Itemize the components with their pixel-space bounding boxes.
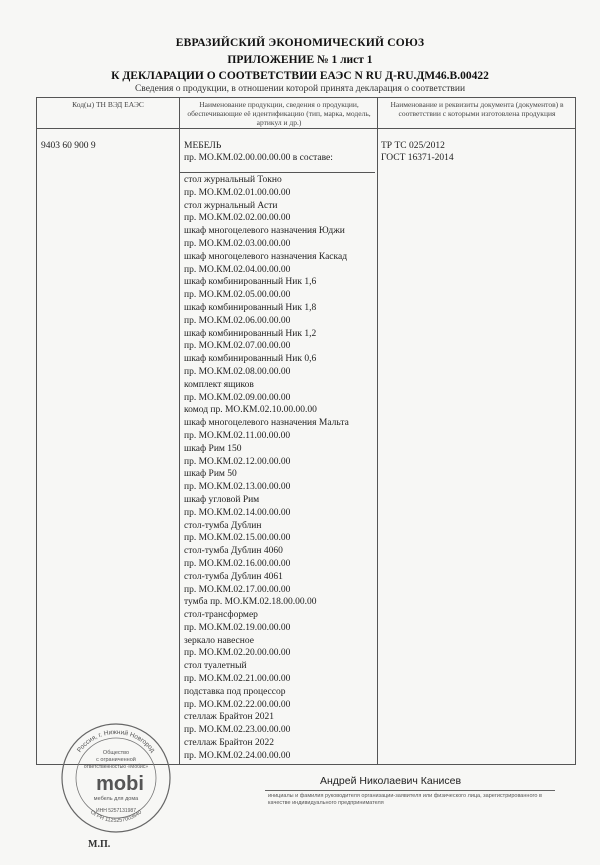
product-item: пр. МО.КМ.02.20.00.00.00	[184, 648, 291, 659]
stamp-inner-text: Общество	[102, 750, 130, 756]
product-item: стол журнальный Асти	[184, 200, 278, 211]
product-article: пр. МО.КМ.02.00.00.00.00 в составе:	[184, 153, 333, 163]
appendix-title: ПРИЛОЖЕНИЕ № 1 лист 1	[227, 54, 373, 66]
product-item: шкаф комбинированный Ник 0,6	[184, 354, 317, 365]
stamp-inner-text: ответственностью «Мобис»	[83, 764, 149, 770]
product-item: шкаф многоцелевого назначения Юджи	[184, 226, 345, 237]
declaration-title: К ДЕКЛАРАЦИИ О СООТВЕТСТВИИ ЕАЭС N RU Д-RU.ДМ46.B.00422	[111, 70, 489, 82]
company-stamp	[58, 720, 174, 836]
product-item: шкаф многоцелевого назначения Каскад	[184, 251, 348, 262]
product-item: пр. МО.КМ.02.04.00.00.00	[184, 264, 291, 275]
product-item: пр. МО.КМ.02.24.00.00.00	[184, 750, 291, 761]
row-divider	[179, 172, 375, 173]
product-item: пр. МО.КМ.02.03.00.00.00	[184, 238, 291, 249]
product-item: пр. МО.КМ.02.19.00.00.00	[184, 622, 291, 633]
product-item: пр. МО.КМ.02.17.00.00.00	[184, 584, 291, 595]
product-item: тумба пр. МО.КМ.02.18.00.00.00	[184, 597, 317, 608]
stamp-place-label: М.П.	[88, 839, 111, 850]
product-item: пр. МО.КМ.02.11.00.00.00	[184, 430, 291, 441]
column-header-code: Код(ы) ТН ВЭД ЕАЭС	[72, 100, 144, 109]
union-title: ЕВРАЗИЙСКИЙ ЭКОНОМИЧЕСКИЙ СОЮЗ	[175, 37, 425, 49]
product-item: пр. МО.КМ.02.09.00.00.00	[184, 392, 291, 403]
product-item: пр. МО.КМ.02.13.00.00.00	[184, 482, 291, 493]
product-item: шкаф угловой Рим	[184, 494, 260, 505]
standard-document: ГОСТ 16371-2014	[381, 153, 454, 163]
header-divider	[37, 128, 575, 129]
product-item: стол журнальный Токно	[184, 175, 282, 185]
product-table	[36, 97, 576, 765]
column-header-product: Наименование продукции, сведения о продукции, обеспечивающие её идентификацию (тип, марка, модель, артикул и др.)	[187, 100, 371, 127]
stamp-tagline: мебель для дома	[93, 796, 139, 802]
stamp-ogrn: ОГРН 1125257003840	[89, 809, 143, 825]
declaration-subtitle: Сведения о продукции, в отношении которой принята декларация о соответствии	[134, 84, 466, 94]
product-item: пр. МО.КМ.02.15.00.00.00	[184, 533, 291, 544]
stamp-inn: ИНН 5257131987	[95, 808, 137, 814]
signature-line	[265, 790, 555, 791]
product-item: пр. МО.КМ.02.08.00.00.00	[184, 366, 291, 377]
product-item: шкаф комбинированный Ник 1,8	[184, 302, 317, 313]
column-divider	[179, 98, 180, 764]
product-item: комод пр. МО.КМ.02.10.00.00.00	[184, 405, 317, 416]
product-item: пр. МО.КМ.02.06.00.00.00	[184, 315, 291, 326]
product-item: шкаф Рим 50	[184, 469, 237, 480]
product-item: пр. МО.КМ.02.23.00.00.00	[184, 725, 291, 736]
product-item: стеллаж Брайтон 2022	[184, 738, 274, 749]
stamp-brand: mobi	[96, 773, 144, 795]
product-item: пр. МО.КМ.02.14.00.00.00	[184, 507, 291, 518]
column-header-documents: Наименование и реквизиты документа (документов) в соответствии с которыми изготовлена продукция	[390, 100, 564, 118]
stamp-ring-text: Россия, г. Нижний Новгород	[76, 728, 156, 754]
product-item: стеллаж Брайтон 2021	[184, 712, 274, 723]
product-item: пр. МО.КМ.02.07.00.00.00	[184, 341, 291, 352]
signer-name: Андрей Николаевич Канисев	[320, 775, 462, 787]
product-item: пр. МО.КМ.02.01.00.00.00	[184, 187, 291, 198]
product-item: стол-трансформер	[184, 610, 258, 621]
product-item: пр. МО.КМ.02.05.00.00.00	[184, 290, 291, 301]
product-item: подставка под процессор	[184, 686, 286, 697]
product-item: стол-тумба Дублин 4061	[184, 571, 283, 582]
product-item: пр. МО.КМ.02.02.00.00.00	[184, 213, 291, 224]
product-item: пр. МО.КМ.02.12.00.00.00	[184, 456, 291, 467]
product-item: пр. МО.КМ.02.16.00.00.00	[184, 558, 291, 569]
product-items-list	[184, 174, 374, 763]
column-divider	[377, 98, 378, 764]
product-item: стол туалетный	[184, 661, 247, 672]
product-item: шкаф многоцелевого назначения Мальта	[184, 418, 349, 429]
hs-code: 9403 60 900 9	[41, 141, 96, 151]
product-item: пр. МО.КМ.02.21.00.00.00	[184, 674, 291, 685]
product-item: шкаф Рим 150	[184, 443, 242, 454]
signature-caption: инициалы и фамилия руководителя организации-заявителя или физического лица, зарегистрированного в качестве индивидуального предпринимателя	[268, 793, 542, 806]
product-item: шкаф комбинированный Ник 1,2	[184, 328, 317, 339]
standard-document: ТР ТС 025/2012	[381, 141, 445, 151]
product-item: комплект ящиков	[184, 379, 254, 390]
product-name: МЕБЕЛЬ	[184, 141, 222, 151]
product-item: стол-тумба Дублин 4060	[184, 546, 283, 557]
product-item: пр. МО.КМ.02.22.00.00.00	[184, 699, 291, 710]
stamp-graphic	[58, 720, 174, 836]
product-item: шкаф комбинированный Ник 1,6	[184, 277, 317, 288]
stamp-inner-text: с ограниченной	[96, 757, 136, 763]
product-item: стол-тумба Дублин	[184, 520, 262, 531]
product-item: зеркало навесное	[184, 635, 254, 646]
